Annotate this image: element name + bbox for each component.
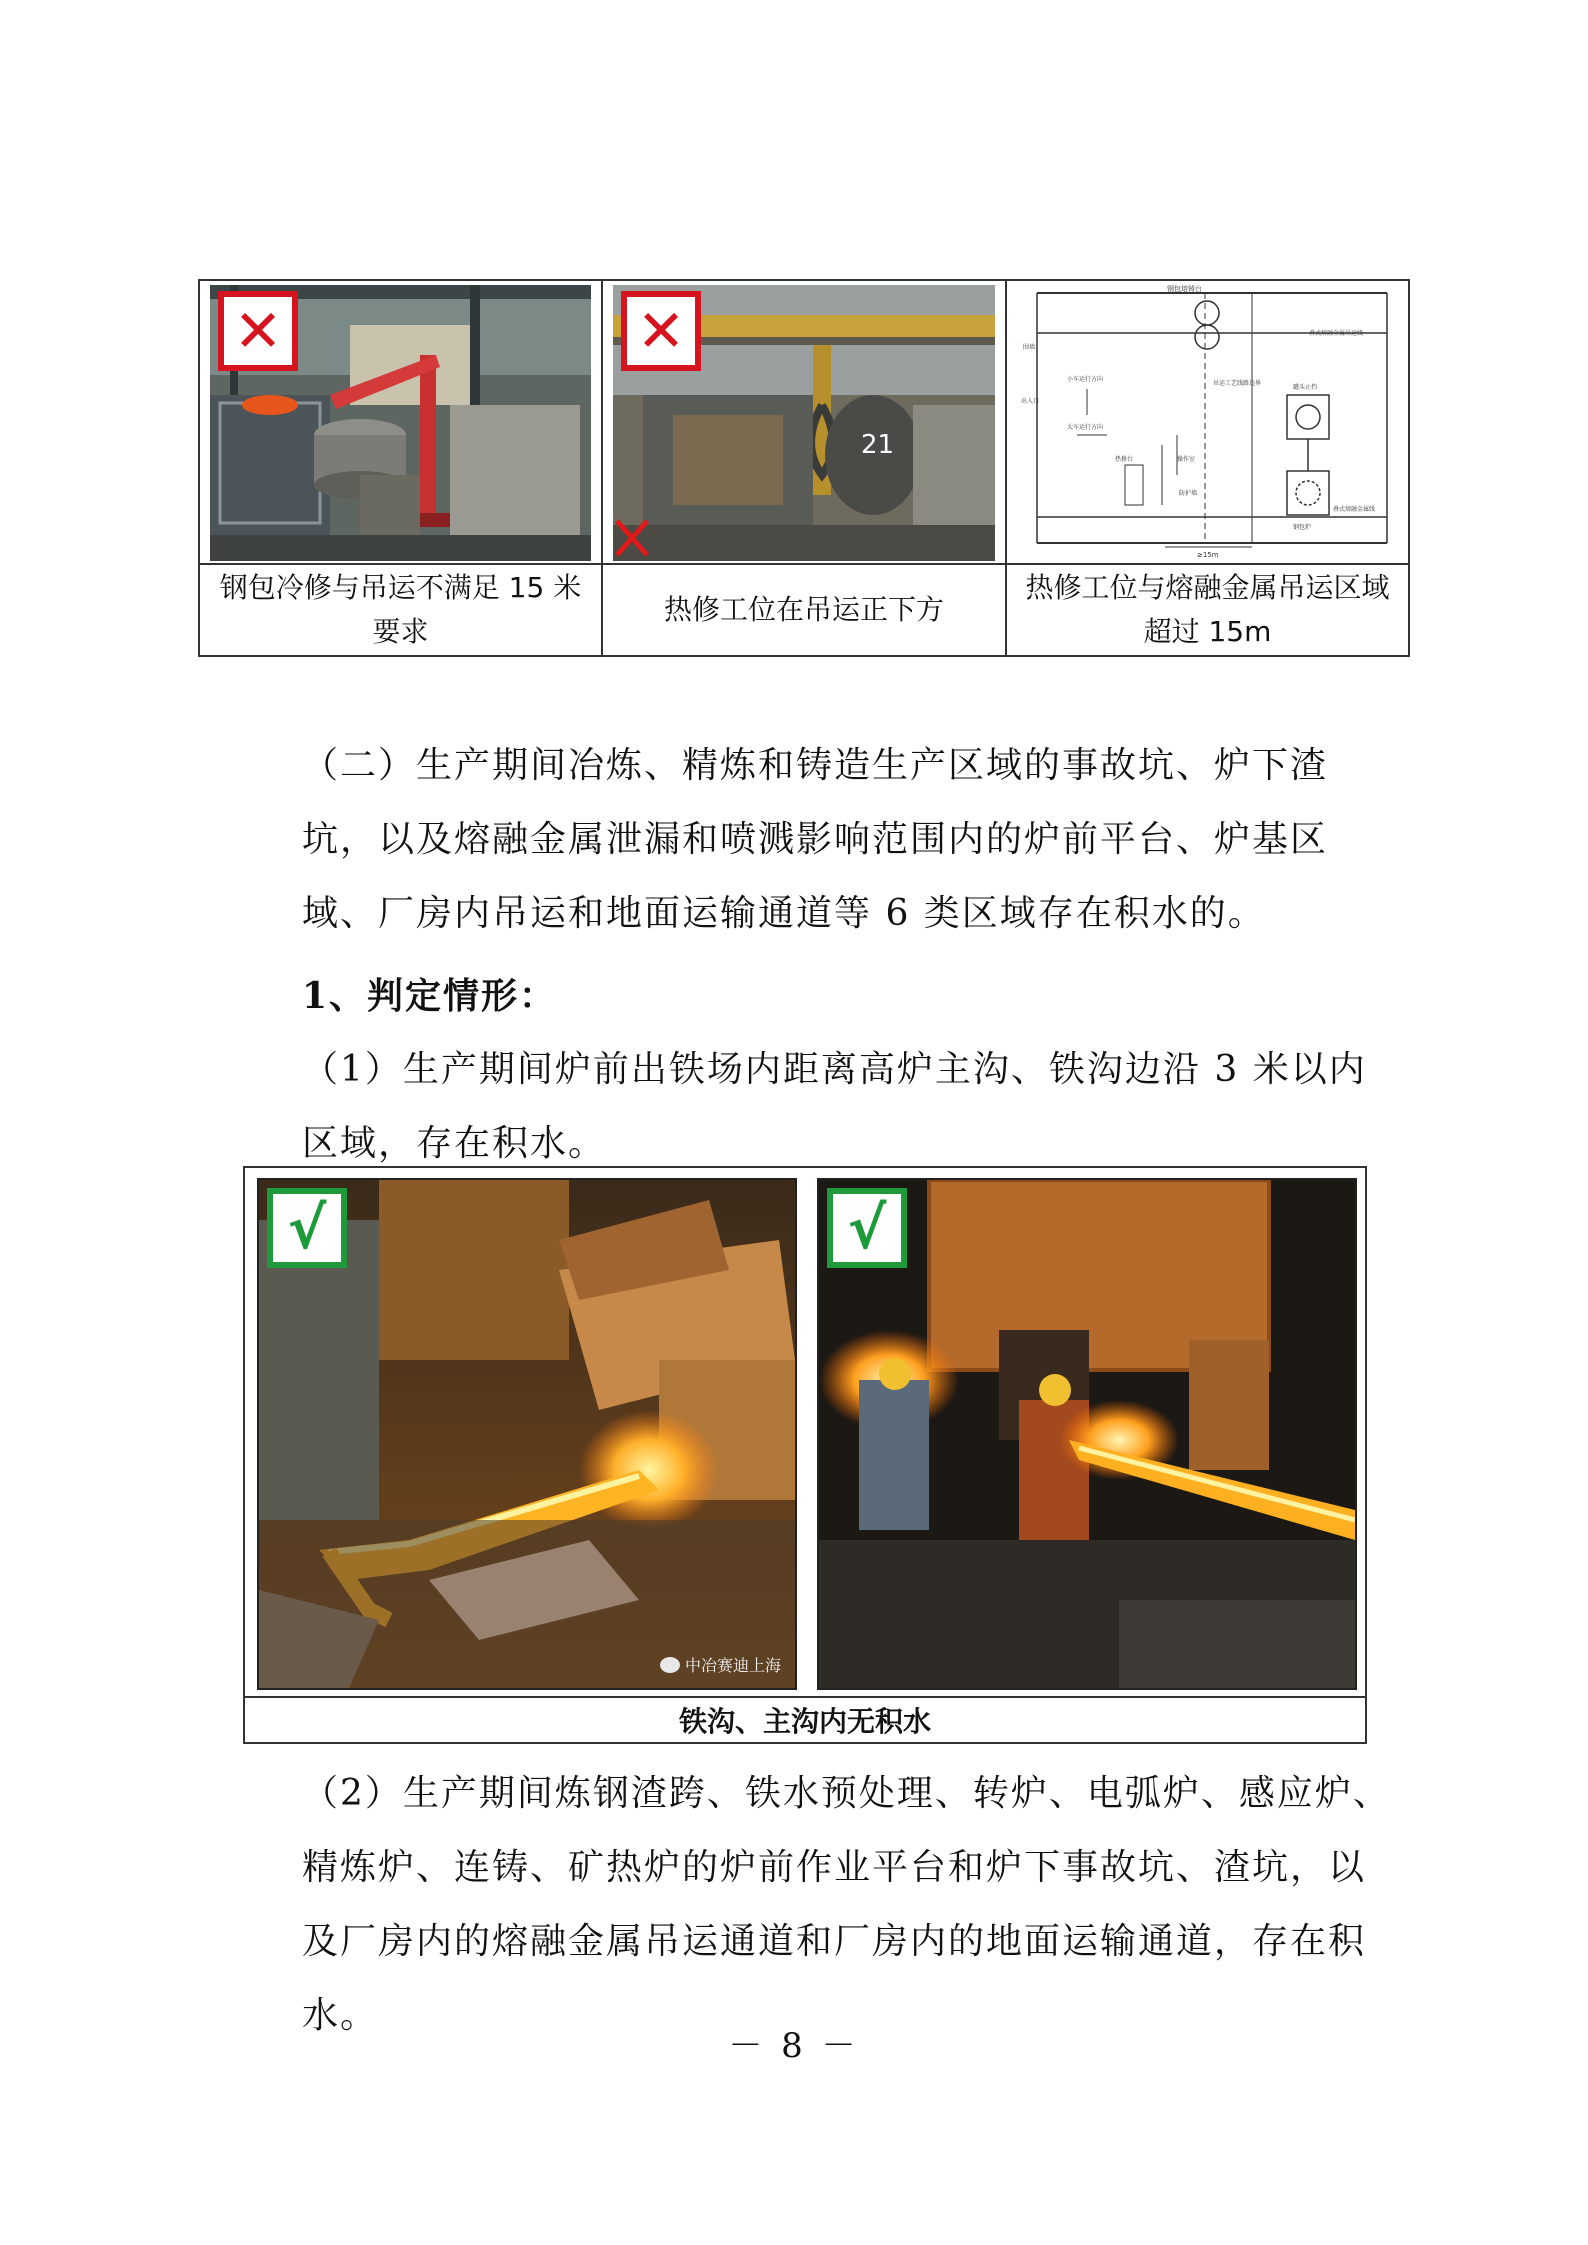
paragraph-text: （1）生产期间炉前出铁场内距离高炉主沟、铁沟边沿 3 米以内区域，存在积水。 — [302, 1049, 1367, 1164]
figure-table-top — [198, 279, 1410, 657]
diagram-label-room: 操作室 — [1177, 456, 1196, 463]
diagram-label-dir1: 小车运行方向 — [1067, 376, 1104, 383]
diagram-label-top: 钢包熔铸台 — [1167, 285, 1202, 293]
paragraph-item-1 — [214, 1033, 1394, 1181]
figure-cell-hot-repair — [603, 281, 1007, 655]
diagram-label-mid: 吊运工艺线路边界 — [1213, 380, 1262, 387]
paragraph-item-2 — [214, 1757, 1394, 2053]
watermark-text: 中冶赛迪上海 — [684, 1656, 781, 1675]
diagram-label-dir2: 大车运行方向 — [1067, 424, 1104, 431]
photo-ladle-cold-repair — [210, 285, 591, 561]
paragraph-section-two — [214, 729, 1394, 951]
svg-text:21: 21 — [861, 430, 895, 460]
paragraph-text: （2）生产期间炼钢渣跨、铁水预处理、转炉、电弧炉、感应炉、精炼炉、连铸、矿热炉的炉前作业平台和炉下事故坑、渣坑，以及厂房内的熔融金属吊运通道和厂房内的地面运输通道，存在积水。 — [302, 1773, 1391, 2036]
photo-hot-repair-under-crane — [613, 285, 995, 561]
diagram-label-dimension: ≥15m — [1197, 551, 1219, 559]
figure-caption-bottom: 铁沟、主沟内无积水 — [245, 1696, 1365, 1742]
photo-iron-runner-1 — [257, 1178, 797, 1690]
figure-cell-layout-diagram — [1007, 281, 1408, 655]
cross-mark-icon: ✕ — [621, 291, 701, 371]
paragraph-text: （二）生产期间冶炼、精炼和铸造生产区域的事故坑、炉下渣坑，以及熔融金属泄漏和喷溅影响范围内的炉前平台、炉基区域、厂房内吊运和地面运输通道等 6 类区域存在积水的。 — [302, 745, 1329, 934]
plant-layout-drawing — [1017, 285, 1398, 561]
check-mark-icon: √ — [827, 1188, 907, 1268]
figure-caption-2: 热修工位在吊运正下方 — [603, 563, 1005, 655]
layout-diagram — [1017, 285, 1398, 561]
page-number: － 8 － — [728, 2026, 860, 2066]
figure-table-bottom — [243, 1166, 1367, 1744]
check-mark-icon: √ — [267, 1188, 347, 1268]
diagram-label-right-bottom: 叠式熔融金属线 — [1333, 506, 1376, 513]
diagram-label-left1: 围墙 — [1023, 344, 1036, 351]
diagram-label-right-top: 叠式熔融金属吊运线 — [1309, 330, 1364, 337]
photo-iron-runner-2 — [817, 1178, 1357, 1690]
cross-mark-icon: ✕ — [218, 291, 298, 371]
figure-caption-3: 热修工位与熔融金属吊运区域超过 15m — [1007, 563, 1408, 655]
diagram-label-guard: 防护墙 — [1179, 490, 1198, 497]
heading-text: 1、判定情形： — [302, 975, 558, 1017]
diagram-label-right-mid: 罐头止挡 — [1293, 384, 1318, 391]
diagram-label-maint: 热修台 — [1115, 456, 1134, 463]
wechat-icon — [660, 1657, 680, 1673]
diagram-label-ladle: 钢包炉 — [1293, 524, 1312, 531]
figure-cell-ladle-repair — [200, 281, 603, 655]
figure-caption-1: 钢包冷修与吊运不满足 15 米要求 — [200, 563, 601, 655]
watermark — [660, 1653, 781, 1676]
diagram-label-left2: 出入口 — [1021, 398, 1040, 405]
heading-criteria — [214, 959, 1394, 1033]
